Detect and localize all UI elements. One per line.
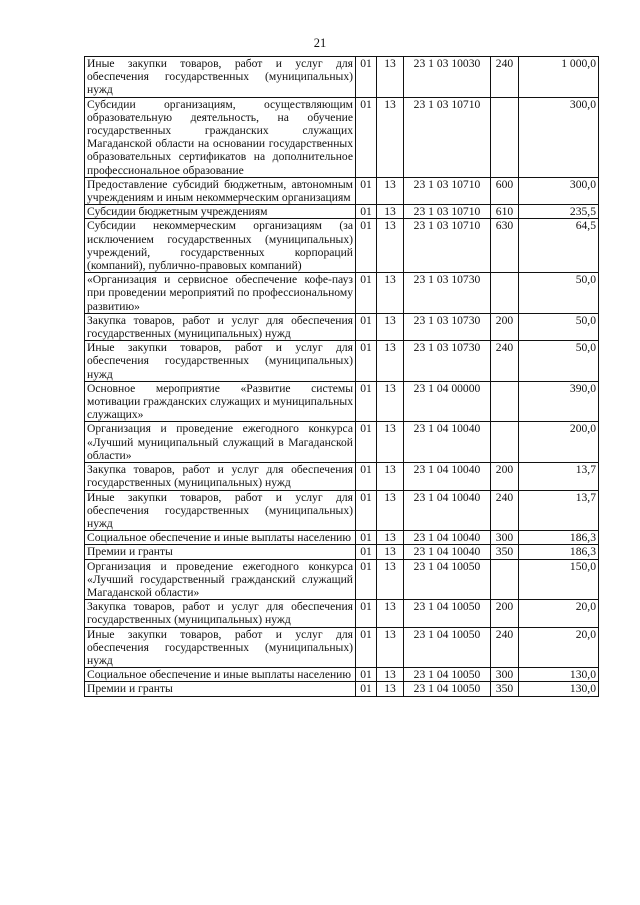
row-expense-type-cell: 240 bbox=[491, 341, 519, 382]
row-subsection-cell: 13 bbox=[377, 559, 404, 600]
row-amount-cell: 20,0 bbox=[519, 600, 599, 627]
table-row bbox=[85, 559, 599, 600]
row-expense-type-cell bbox=[491, 381, 519, 422]
table-row bbox=[85, 627, 599, 668]
page-number: 21 bbox=[313, 36, 327, 50]
row-name-cell: Иные закупки товаров, работ и услуг для обеспечения государственных (муниципальных) нужд bbox=[85, 627, 356, 668]
row-subsection-cell: 13 bbox=[377, 682, 404, 696]
row-subsection-cell: 13 bbox=[377, 668, 404, 682]
row-subsection-cell: 13 bbox=[377, 490, 404, 531]
row-expense-type-cell: 610 bbox=[491, 205, 519, 219]
row-section-cell: 01 bbox=[356, 205, 377, 219]
row-name-cell: «Организация и сервисное обеспечение кофе-пауз при проведении мероприятий по профессиональному развитию» bbox=[85, 273, 356, 314]
row-section-cell: 01 bbox=[356, 559, 377, 600]
row-target-article-cell: 23 1 03 10710 bbox=[404, 205, 491, 219]
row-name-cell: Субсидии организациям, осуществляющим образовательную деятельность, на обучение государственных гражданских служащих Магаданской области на основании государственных образовательных сертификатов на дополнительное профессиональное образование bbox=[85, 97, 356, 177]
row-expense-type-cell: 240 bbox=[491, 57, 519, 98]
row-amount-cell: 64,5 bbox=[519, 219, 599, 273]
row-amount-cell: 1 000,0 bbox=[519, 57, 599, 98]
table-row bbox=[85, 545, 599, 559]
row-amount-cell: 150,0 bbox=[519, 559, 599, 600]
row-section-cell: 01 bbox=[356, 219, 377, 273]
row-name-cell: Организация и проведение ежегодного конкурса «Лучший муниципальный служащий в Магаданской области» bbox=[85, 422, 356, 463]
row-amount-cell: 50,0 bbox=[519, 273, 599, 314]
row-amount-cell: 186,3 bbox=[519, 531, 599, 545]
row-amount-cell: 130,0 bbox=[519, 668, 599, 682]
table-row bbox=[85, 273, 599, 314]
row-expense-type-cell: 200 bbox=[491, 313, 519, 340]
row-expense-type-cell: 300 bbox=[491, 531, 519, 545]
row-amount-cell: 50,0 bbox=[519, 313, 599, 340]
row-expense-type-cell: 350 bbox=[491, 682, 519, 696]
row-section-cell: 01 bbox=[356, 600, 377, 627]
row-name-cell: Закупка товаров, работ и услуг для обеспечения государственных (муниципальных) нужд bbox=[85, 600, 356, 627]
row-section-cell: 01 bbox=[356, 381, 377, 422]
row-expense-type-cell: 240 bbox=[491, 627, 519, 668]
row-name-cell: Закупка товаров, работ и услуг для обеспечения государственных (муниципальных) нужд bbox=[85, 463, 356, 490]
row-amount-cell: 186,3 bbox=[519, 545, 599, 559]
table-row bbox=[85, 313, 599, 340]
row-subsection-cell: 13 bbox=[377, 600, 404, 627]
row-name-cell: Субсидии некоммерческим организациям (за исключением государственных (муниципальных) учреждений, государственных корпораций (компаний), публично-правовых компаний) bbox=[85, 219, 356, 273]
row-subsection-cell: 13 bbox=[377, 341, 404, 382]
row-section-cell: 01 bbox=[356, 57, 377, 98]
row-amount-cell: 300,0 bbox=[519, 97, 599, 177]
row-section-cell: 01 bbox=[356, 668, 377, 682]
row-section-cell: 01 bbox=[356, 545, 377, 559]
row-expense-type-cell: 630 bbox=[491, 219, 519, 273]
row-name-cell: Закупка товаров, работ и услуг для обеспечения государственных (муниципальных) нужд bbox=[85, 313, 356, 340]
row-expense-type-cell bbox=[491, 559, 519, 600]
table-row bbox=[85, 422, 599, 463]
row-name-cell: Иные закупки товаров, работ и услуг для обеспечения государственных (муниципальных) нужд bbox=[85, 490, 356, 531]
table-row bbox=[85, 219, 599, 273]
row-target-article-cell: 23 1 04 10050 bbox=[404, 559, 491, 600]
row-name-cell: Социальное обеспечение и иные выплаты населению bbox=[85, 531, 356, 545]
row-target-article-cell: 23 1 03 10710 bbox=[404, 97, 491, 177]
row-target-article-cell: 23 1 04 10050 bbox=[404, 600, 491, 627]
row-section-cell: 01 bbox=[356, 97, 377, 177]
row-amount-cell: 130,0 bbox=[519, 682, 599, 696]
row-name-cell: Социальное обеспечение и иные выплаты населению bbox=[85, 668, 356, 682]
row-subsection-cell: 13 bbox=[377, 531, 404, 545]
row-amount-cell: 20,0 bbox=[519, 627, 599, 668]
row-subsection-cell: 13 bbox=[377, 205, 404, 219]
row-target-article-cell: 23 1 04 10040 bbox=[404, 463, 491, 490]
row-target-article-cell: 23 1 03 10030 bbox=[404, 57, 491, 98]
row-section-cell: 01 bbox=[356, 627, 377, 668]
row-amount-cell: 200,0 bbox=[519, 422, 599, 463]
row-subsection-cell: 13 bbox=[377, 273, 404, 314]
row-expense-type-cell: 350 bbox=[491, 545, 519, 559]
table-row bbox=[85, 57, 599, 98]
row-amount-cell: 50,0 bbox=[519, 341, 599, 382]
row-target-article-cell: 23 1 04 10050 bbox=[404, 682, 491, 696]
row-subsection-cell: 13 bbox=[377, 219, 404, 273]
row-amount-cell: 300,0 bbox=[519, 177, 599, 204]
row-target-article-cell: 23 1 04 10040 bbox=[404, 545, 491, 559]
row-name-cell: Премии и гранты bbox=[85, 682, 356, 696]
table-row bbox=[85, 668, 599, 682]
table-row bbox=[85, 463, 599, 490]
table-row bbox=[85, 600, 599, 627]
budget-table bbox=[84, 56, 599, 697]
row-amount-cell: 13,7 bbox=[519, 490, 599, 531]
table-row bbox=[85, 381, 599, 422]
row-section-cell: 01 bbox=[356, 531, 377, 545]
row-name-cell: Предоставление субсидий бюджетным, автономным учреждениям и иным некоммерческим организациям bbox=[85, 177, 356, 204]
row-target-article-cell: 23 1 03 10730 bbox=[404, 341, 491, 382]
row-expense-type-cell: 600 bbox=[491, 177, 519, 204]
row-expense-type-cell: 300 bbox=[491, 668, 519, 682]
row-target-article-cell: 23 1 04 10040 bbox=[404, 531, 491, 545]
table-row bbox=[85, 531, 599, 545]
row-section-cell: 01 bbox=[356, 682, 377, 696]
row-target-article-cell: 23 1 03 10710 bbox=[404, 177, 491, 204]
row-amount-cell: 13,7 bbox=[519, 463, 599, 490]
table-row bbox=[85, 177, 599, 204]
row-name-cell: Организация и проведение ежегодного конкурса «Лучший государственный гражданский служащий Магаданской области» bbox=[85, 559, 356, 600]
row-subsection-cell: 13 bbox=[377, 545, 404, 559]
row-amount-cell: 390,0 bbox=[519, 381, 599, 422]
row-expense-type-cell bbox=[491, 97, 519, 177]
row-target-article-cell: 23 1 04 00000 bbox=[404, 381, 491, 422]
table-row bbox=[85, 205, 599, 219]
row-target-article-cell: 23 1 04 10040 bbox=[404, 422, 491, 463]
row-expense-type-cell bbox=[491, 273, 519, 314]
row-subsection-cell: 13 bbox=[377, 381, 404, 422]
row-target-article-cell: 23 1 04 10050 bbox=[404, 668, 491, 682]
row-subsection-cell: 13 bbox=[377, 422, 404, 463]
row-section-cell: 01 bbox=[356, 463, 377, 490]
row-section-cell: 01 bbox=[356, 422, 377, 463]
row-subsection-cell: 13 bbox=[377, 57, 404, 98]
table-row bbox=[85, 682, 599, 696]
row-section-cell: 01 bbox=[356, 341, 377, 382]
row-section-cell: 01 bbox=[356, 273, 377, 314]
table-row bbox=[85, 490, 599, 531]
row-subsection-cell: 13 bbox=[377, 313, 404, 340]
row-expense-type-cell: 200 bbox=[491, 600, 519, 627]
budget-table-body bbox=[85, 57, 599, 697]
row-subsection-cell: 13 bbox=[377, 177, 404, 204]
row-expense-type-cell: 240 bbox=[491, 490, 519, 531]
table-row bbox=[85, 97, 599, 177]
row-name-cell: Субсидии бюджетным учреждениям bbox=[85, 205, 356, 219]
row-name-cell: Иные закупки товаров, работ и услуг для обеспечения государственных (муниципальных) нужд bbox=[85, 341, 356, 382]
row-section-cell: 01 bbox=[356, 490, 377, 531]
row-target-article-cell: 23 1 04 10040 bbox=[404, 490, 491, 531]
row-expense-type-cell bbox=[491, 422, 519, 463]
row-target-article-cell: 23 1 03 10730 bbox=[404, 313, 491, 340]
row-target-article-cell: 23 1 03 10730 bbox=[404, 273, 491, 314]
row-name-cell: Премии и гранты bbox=[85, 545, 356, 559]
row-name-cell: Иные закупки товаров, работ и услуг для обеспечения государственных (муниципальных) нужд bbox=[85, 57, 356, 98]
row-target-article-cell: 23 1 03 10710 bbox=[404, 219, 491, 273]
row-expense-type-cell: 200 bbox=[491, 463, 519, 490]
row-subsection-cell: 13 bbox=[377, 463, 404, 490]
row-subsection-cell: 13 bbox=[377, 627, 404, 668]
row-amount-cell: 235,5 bbox=[519, 205, 599, 219]
table-row bbox=[85, 341, 599, 382]
row-name-cell: Основное мероприятие «Развитие системы мотивации гражданских служащих и муниципальных служащих» bbox=[85, 381, 356, 422]
row-section-cell: 01 bbox=[356, 313, 377, 340]
row-section-cell: 01 bbox=[356, 177, 377, 204]
row-subsection-cell: 13 bbox=[377, 97, 404, 177]
row-target-article-cell: 23 1 04 10050 bbox=[404, 627, 491, 668]
